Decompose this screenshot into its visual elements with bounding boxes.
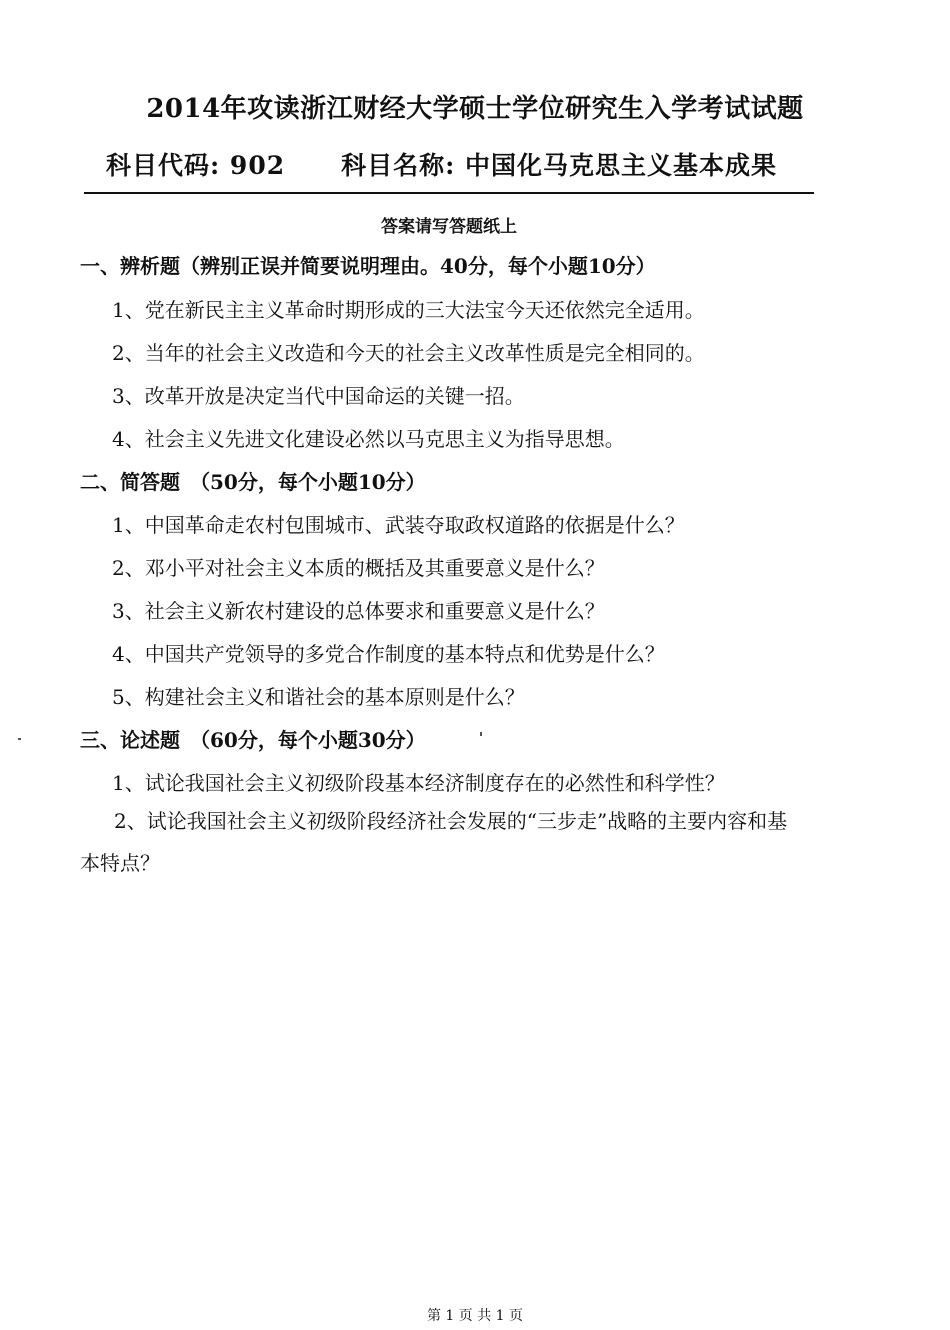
subject-code: 科目代码: 902	[106, 151, 286, 180]
section-heading-3: 三、论述题 （60分，每个小题30分）	[80, 728, 426, 752]
answer-instruction: 答案请写答题纸上	[381, 217, 517, 237]
page-footer: 第 1 页 共 1 页	[426, 1308, 524, 1324]
scan-speck	[18, 738, 21, 740]
question-item: 4、中国共产党领导的多党合作制度的基本特点和优势是什么？	[112, 642, 665, 666]
question-item: 5、构建社会主义和谐社会的基本原则是什么？	[112, 685, 525, 709]
question-item: 3、改革开放是决定当代中国命运的关键一招。	[112, 384, 525, 408]
question-item: 1、党在新民主主义革命时期形成的三大法宝今天还依然完全适用。	[112, 298, 705, 322]
question-item: 2、当年的社会主义改造和今天的社会主义改革性质是完全相同的。	[112, 341, 705, 365]
subject-line	[106, 146, 777, 182]
question-item: 3、社会主义新农村建设的总体要求和重要意义是什么？	[112, 599, 605, 623]
section-heading-2: 二、简答题 （50分，每个小题10分）	[80, 470, 426, 494]
question-item: 1、中国革命走农村包围城市、武装夺取政权道路的依据是什么？	[112, 513, 685, 537]
question-item: 2、邓小平对社会主义本质的概括及其重要意义是什么？	[112, 556, 605, 580]
question-item: 1、试论我国社会主义初级阶段基本经济制度存在的必然性和科学性？	[112, 771, 725, 795]
question-item: 2、试论我国社会主义初级阶段经济社会发展的“三步走”战略的主要内容和基本特点？	[80, 809, 788, 875]
scan-speck	[480, 732, 482, 736]
exam-title: 2014年攻读浙江财经大学硕士学位研究生入学考试试题	[146, 94, 804, 124]
section-heading-1: 一、辨析题（辨别正误并简要说明理由。40分，每个小题10分）	[80, 254, 656, 278]
header-divider	[84, 192, 814, 194]
subject-name: 科目名称: 中国化马克思主义基本成果	[341, 151, 778, 180]
question-item: 4、社会主义先进文化建设必然以马克思主义为指导思想。	[112, 427, 625, 451]
